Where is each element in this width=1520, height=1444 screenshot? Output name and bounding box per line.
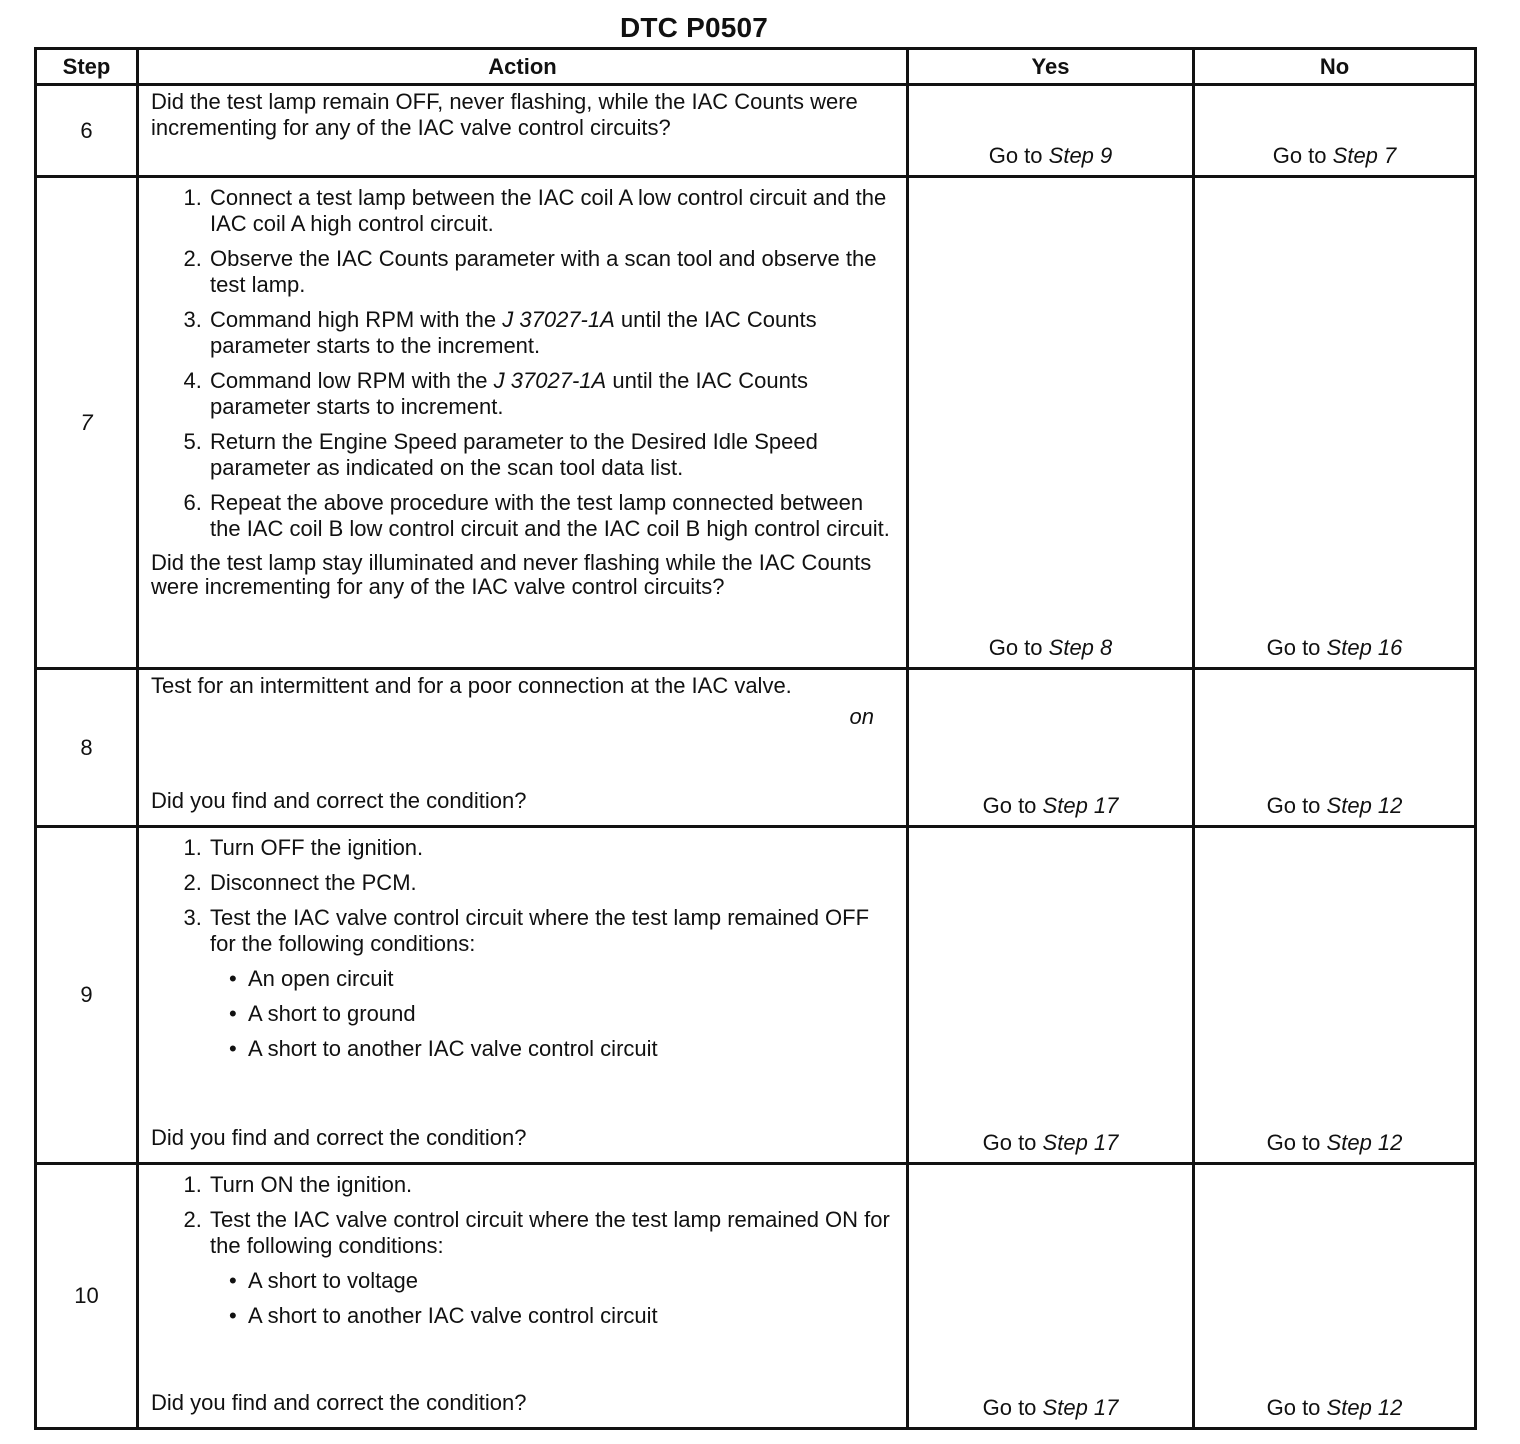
- no-cell: Go to Step 7: [1194, 85, 1476, 177]
- yes-step-link[interactable]: Step 17: [1042, 793, 1119, 818]
- list-item: 5. Return the Engine Speed parameter to the Desired Idle Speed parameter as indicated on the scan tool data list.: [208, 429, 894, 481]
- action-cell: [138, 177, 908, 669]
- action-question: Did you find and correct the condition?: [151, 1125, 527, 1150]
- no-step-link[interactable]: Step 7: [1332, 143, 1397, 168]
- step-number: 9: [36, 827, 138, 1164]
- no-step-link[interactable]: Step 12: [1326, 793, 1403, 818]
- list-item: 4. Command low RPM with the J 37027-1A until the IAC Counts parameter starts to increment.: [208, 368, 894, 420]
- header-no: No: [1194, 49, 1476, 85]
- action-cell: [138, 669, 908, 827]
- table-row: [36, 85, 1476, 177]
- no-step-link[interactable]: Step 12: [1326, 1130, 1403, 1155]
- header-step: Step: [36, 49, 138, 85]
- no-cell: Go to Step 12: [1194, 1164, 1476, 1429]
- list-item: 2. Test the IAC valve control circuit where the test lamp remained ON for the following conditions: • A short to voltage • A short to another IAC valve control circuit: [208, 1207, 894, 1329]
- list-item: 1. Turn OFF the ignition.: [208, 835, 894, 861]
- table-row: [36, 669, 1476, 827]
- no-step-link[interactable]: Step 12: [1326, 1395, 1403, 1420]
- header-row: [36, 49, 1476, 85]
- step-number: 7: [36, 177, 138, 669]
- no-cell: Go to Step 12: [1194, 827, 1476, 1164]
- action-cell: [138, 827, 908, 1164]
- table-row: [36, 177, 1476, 669]
- list-item: 2. Disconnect the PCM.: [208, 870, 894, 896]
- bullet-list: [210, 1268, 894, 1329]
- list-item: 3. Command high RPM with the J 37027-1A until the IAC Counts parameter starts to the increment.: [208, 307, 894, 359]
- action-text: Test for an intermittent and for a poor connection at the IAC valve.: [151, 673, 792, 698]
- yes-cell: Go to Step 17: [908, 669, 1194, 827]
- action-question: Did you find and correct the condition?: [151, 1390, 527, 1415]
- list-item: 1. Connect a test lamp between the IAC coil A low control circuit and the IAC coil A high control circuit.: [208, 185, 894, 237]
- list-item: 2. Observe the IAC Counts parameter with a scan tool and observe the test lamp.: [208, 246, 894, 298]
- yes-cell: Go to Step 17: [908, 1164, 1194, 1429]
- stray-text: on: [849, 704, 874, 729]
- header-yes: Yes: [908, 49, 1194, 85]
- action-question: Did you find and correct the condition?: [151, 788, 527, 813]
- numbered-list: [151, 1172, 894, 1329]
- bullet-item: • An open circuit: [246, 966, 894, 992]
- yes-step-link[interactable]: Step 8: [1048, 635, 1113, 660]
- diagnostic-table: [34, 47, 1477, 1430]
- header-action: Action: [138, 49, 908, 85]
- yes-cell: Go to Step 9: [908, 85, 1194, 177]
- bullet-item: • A short to voltage: [246, 1268, 894, 1294]
- bullet-item: • A short to another IAC valve control circuit: [246, 1303, 894, 1329]
- table-row: [36, 827, 1476, 1164]
- action-cell: [138, 85, 908, 177]
- numbered-list: [151, 185, 894, 542]
- yes-cell: Go to Step 17: [908, 827, 1194, 1164]
- step-number: 6: [36, 85, 138, 177]
- action-cell: [138, 1164, 908, 1429]
- yes-cell: Go to Step 8: [908, 177, 1194, 669]
- list-item: 6. Repeat the above procedure with the test lamp connected between the IAC coil B low control circuit and the IAC coil B high control circuit.: [208, 490, 894, 542]
- yes-step-link[interactable]: Step 17: [1042, 1130, 1119, 1155]
- bullet-list: [210, 966, 894, 1062]
- bullet-item: • A short to another IAC valve control circuit: [246, 1036, 894, 1062]
- no-step-link[interactable]: Step 16: [1326, 635, 1403, 660]
- page-title: DTC P0507: [619, 12, 769, 43]
- step-number: 8: [36, 669, 138, 827]
- list-item: 1. Turn ON the ignition.: [208, 1172, 894, 1198]
- bullet-item: • A short to ground: [246, 1001, 894, 1027]
- step-number: 10: [36, 1164, 138, 1429]
- no-cell: Go to Step 12: [1194, 669, 1476, 827]
- table-row: [36, 1164, 1476, 1429]
- no-cell: Go to Step 16: [1194, 177, 1476, 669]
- tool-reference: J 37027-1A: [493, 368, 607, 393]
- yes-step-link[interactable]: Step 17: [1042, 1395, 1119, 1420]
- action-question: Did the test lamp remain OFF, never flashing, while the IAC Counts were incrementing for any of the IAC valve control circuits?: [151, 89, 858, 140]
- list-item: 3. Test the IAC valve control circuit where the test lamp remained OFF for the following conditions: • An open circuit • A short to ground • A short to another IAC valve control circuit: [208, 905, 894, 1062]
- yes-step-link[interactable]: Step 9: [1048, 143, 1113, 168]
- tool-reference: J 37027-1A: [502, 307, 615, 332]
- numbered-list: [151, 835, 894, 1062]
- action-question: Did the test lamp stay illuminated and never flashing while the IAC Counts were incrementing for any of the IAC valve control circuits?: [151, 550, 872, 599]
